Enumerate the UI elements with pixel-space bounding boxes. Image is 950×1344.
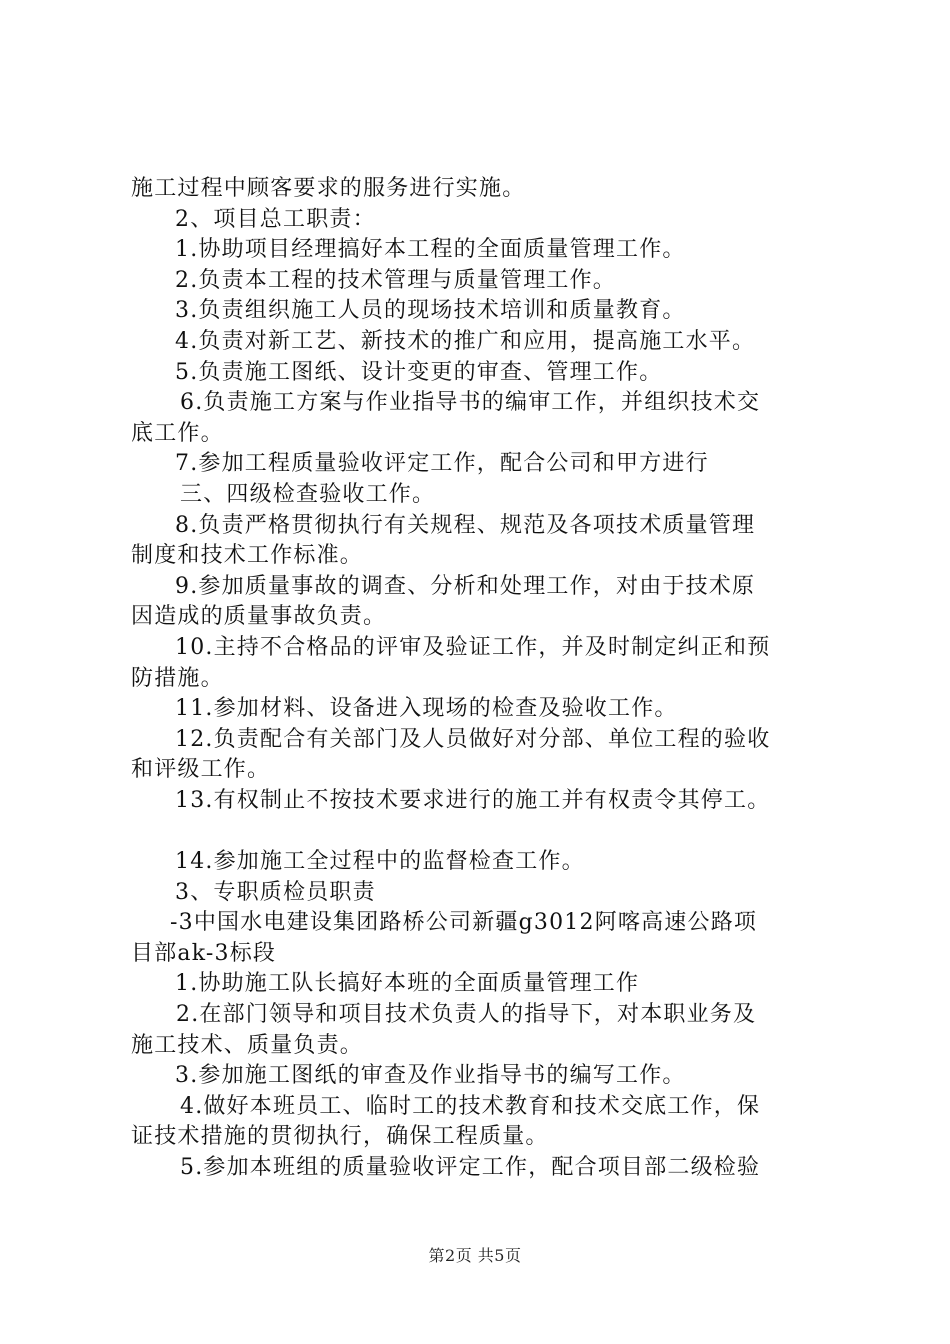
list-item: 5.负责施工图纸、设计变更的审查、管理工作。 bbox=[175, 359, 663, 385]
list-item: 10.主持不合格品的评审及验证工作，并及时制定纠正和预 bbox=[175, 634, 771, 660]
text-line: 制度和技术工作标准。 bbox=[131, 543, 364, 569]
text-line: 证技术措施的贯彻执行，确保工程质量。 bbox=[131, 1124, 549, 1150]
list-item: 4.做好本班员工、临时工的技术教育和技术交底工作，保 bbox=[180, 1093, 761, 1119]
list-item: 3.负责组织施工人员的现场技术培训和质量教育。 bbox=[175, 298, 686, 324]
header-note: -3中国水电建设集团路桥公司新疆g3012阿喀高速公路项 bbox=[170, 910, 758, 936]
text-line: 三、四级检查验收工作。 bbox=[180, 481, 436, 507]
text-line: 防措施。 bbox=[131, 665, 224, 691]
text-line: 因造成的质量事故负责。 bbox=[131, 604, 387, 630]
section-heading: 3、专职质检员职责 bbox=[175, 879, 376, 905]
list-item: 2.在部门领导和项目技术负责人的指导下，对本职业务及 bbox=[176, 1002, 757, 1028]
text-line: 施工技术、质量负责。 bbox=[131, 1032, 364, 1058]
text-line: 施工过程中顾客要求的服务进行实施。 bbox=[131, 176, 526, 201]
section-heading: 2、项目总工职责： bbox=[175, 206, 376, 232]
list-item: 3.参加施工图纸的审查及作业指导书的编写工作。 bbox=[175, 1063, 686, 1089]
list-item: 5.参加本班组的质量验收评定工作，配合项目部二级检验 bbox=[180, 1155, 761, 1180]
list-item: 7.参加工程质量验收评定工作，配合公司和甲方进行 bbox=[175, 451, 709, 477]
page-footer: 第2页 共5页 bbox=[428, 1246, 522, 1265]
list-item: 13.有权制止不按技术要求进行的施工并有权责令其停工。 bbox=[175, 787, 771, 813]
list-item: 12.负责配合有关部门及人员做好对分部、单位工程的验收 bbox=[175, 726, 771, 752]
blank-line bbox=[131, 816, 851, 847]
list-item: 4.负责对新工艺、新技术的推广和应用，提高施工水平。 bbox=[175, 328, 756, 354]
list-item: 1.协助项目经理搞好本工程的全面质量管理工作。 bbox=[175, 237, 686, 263]
list-item: 2.负责本工程的技术管理与质量管理工作。 bbox=[175, 267, 616, 293]
list-item: 1.协助施工队长搞好本班的全面质量管理工作 bbox=[175, 971, 640, 997]
text-line: 底工作。 bbox=[131, 420, 224, 446]
text-line: 和评级工作。 bbox=[131, 757, 271, 783]
list-item: 9.参加质量事故的调查、分析和处理工作，对由于技术原 bbox=[175, 573, 756, 599]
document-body bbox=[131, 174, 851, 1184]
list-item: 11.参加材料、设备进入现场的检查及验收工作。 bbox=[175, 696, 678, 722]
header-note: 目部ak-3标段 bbox=[131, 940, 277, 966]
list-item: 6.负责施工方案与作业指导书的编审工作，并组织技术交 bbox=[180, 390, 761, 416]
list-item: 8.负责严格贯彻执行有关规程、规范及各项技术质量管理 bbox=[175, 512, 756, 538]
list-item: 14.参加施工全过程中的监督检查工作。 bbox=[175, 849, 585, 875]
